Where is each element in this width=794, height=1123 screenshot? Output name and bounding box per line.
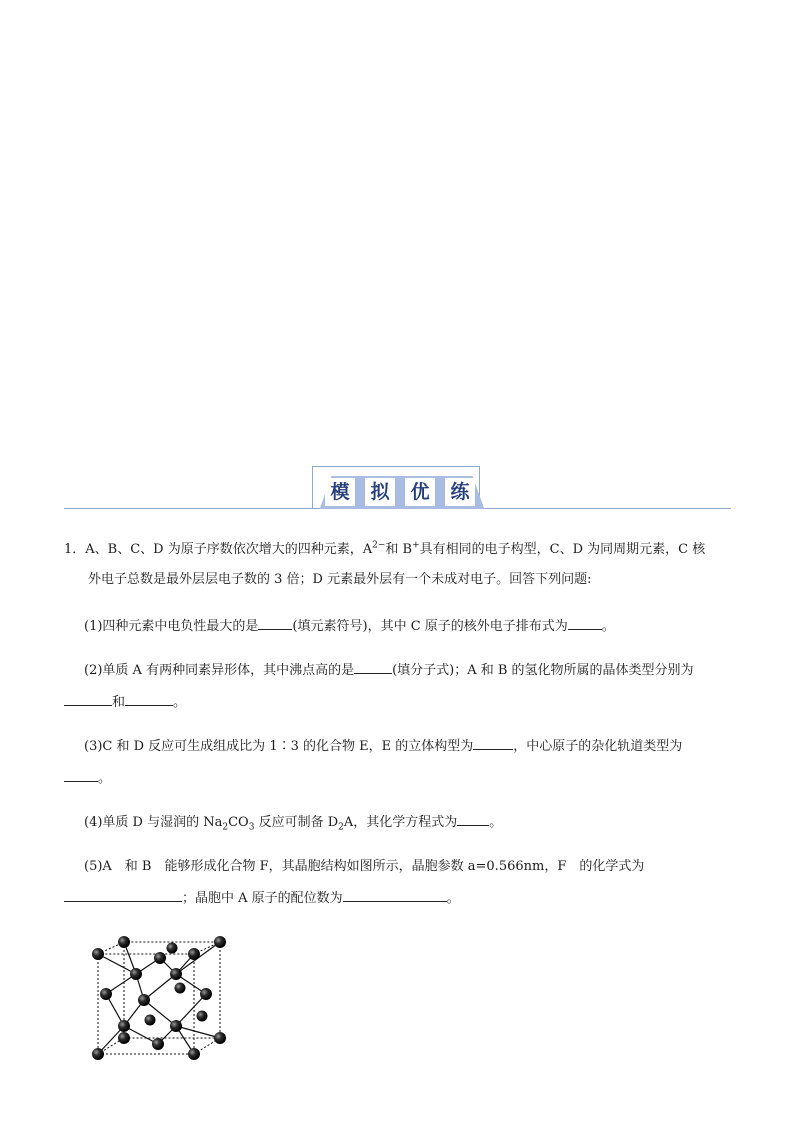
part-text: 。	[489, 815, 503, 830]
part-text: (1)四种元素中电负性最大的是	[84, 619, 259, 634]
intro-text: 具有相同的电子构型，C、D 为同周期元素，C 核	[419, 542, 706, 557]
answer-blank[interactable]	[568, 617, 602, 630]
ion-charge: 2−	[372, 540, 386, 551]
part-text: 。	[446, 891, 460, 906]
part-1	[64, 617, 730, 637]
answer-blank[interactable]	[64, 769, 98, 782]
intro-line-2: 外电子总数是最外层层电子数的 3 倍；D 元素最外层有一个未成对电子。回答下列问题:	[88, 572, 592, 587]
part-text: 。	[98, 771, 112, 786]
ion-charge: +	[412, 540, 420, 551]
part-text: 反应可制备 D	[254, 815, 339, 830]
question-intro	[64, 540, 730, 590]
atoms	[92, 936, 226, 1060]
answer-blank[interactable]	[258, 617, 292, 630]
part-text: 和	[112, 695, 126, 710]
banner-char: 拟	[365, 478, 395, 506]
part-3	[64, 737, 730, 789]
part-text: A，其化学方程式为	[343, 815, 458, 830]
part-text: ，中心原子的杂化轨道类型为	[513, 739, 683, 754]
part-5	[64, 857, 730, 909]
answer-blank[interactable]	[354, 661, 392, 674]
section-banner	[64, 466, 731, 512]
answer-blank[interactable]	[64, 693, 112, 706]
part-text: ；晶胞中 A 原子的配位数为	[182, 891, 343, 906]
crystal-cell-diagram	[84, 930, 240, 1060]
part-2	[64, 661, 730, 713]
part-text: 。	[173, 695, 187, 710]
part-text: (2)单质 A 有两种同素异形体，其中沸点高的是	[84, 663, 355, 678]
banner-char: 优	[405, 478, 435, 506]
banner-char: 模	[325, 478, 355, 506]
part-text: CO	[228, 815, 249, 830]
intro-text: 和 B	[385, 542, 413, 557]
subscript: 3	[248, 822, 255, 833]
answer-blank[interactable]	[457, 813, 489, 826]
part-text: 。	[601, 619, 615, 634]
question-number: 1．	[64, 542, 86, 557]
part-text: (填元素符号)，其中 C 原子的核外电子排布式为	[292, 619, 568, 634]
part-4	[64, 813, 730, 833]
part-text: (4)单质 D 与湿润的 Na	[84, 815, 223, 830]
part-text: (3)C 和 D 反应可生成组成比为 1∶3 的化合物 E，E 的立体构型为	[84, 739, 474, 754]
answer-blank[interactable]	[64, 889, 182, 902]
subscript: 2	[338, 822, 344, 833]
answer-blank[interactable]	[343, 889, 447, 902]
banner-title	[320, 478, 480, 506]
intro-text: A、B、C、D 为原子序数依次增大的四种元素，A	[85, 542, 373, 557]
part-text: (5)A 和 B 能够形成化合物 F，其晶胞结构如图所示，晶胞参数 a=0.566nm，F 的化学式为	[84, 859, 645, 874]
part-text: (填分子式)；A 和 B 的氢化物所属的晶体类型分别为	[392, 663, 694, 678]
answer-blank[interactable]	[125, 693, 173, 706]
answer-blank[interactable]	[473, 737, 513, 750]
banner-char: 练	[445, 478, 475, 506]
intro-line-1	[64, 540, 730, 560]
subscript: 2	[222, 822, 229, 833]
